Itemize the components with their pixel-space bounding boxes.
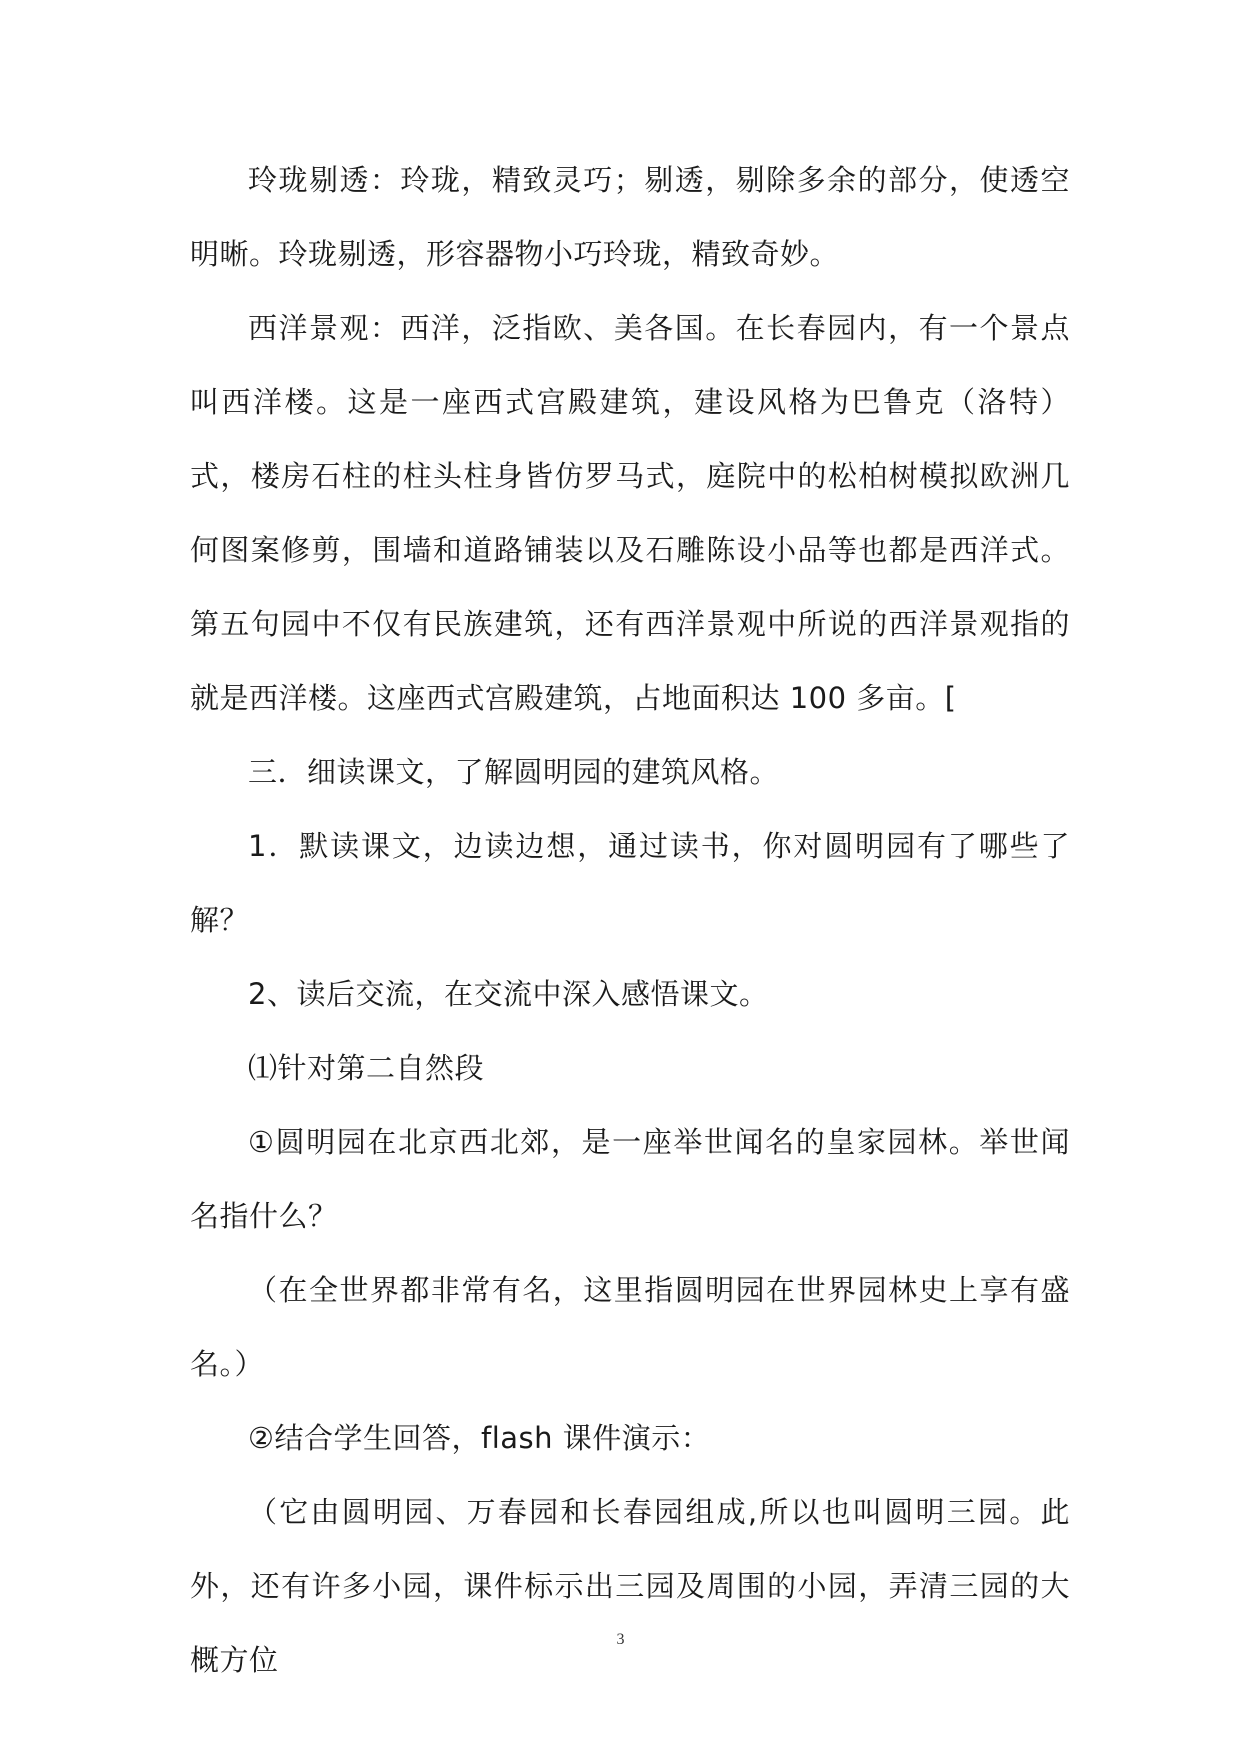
list-item-1: 1．默读课文，边读边想，通过读书，你对圆明园有了哪些了解？	[190, 829, 1070, 937]
answer-1: （在全世界都非常有名，这里指圆明园在世界园林史上享有盛名。）	[190, 1273, 1070, 1381]
paragraph-xiyang-jingguan: 西洋景观：西洋，泛指欧、美各国。在长春园内，有一个景点叫西洋楼。这是一座西式宫殿建筑，建设风格为巴鲁克（洛特）式，楼房石柱的柱头柱身皆仿罗马式，庭院中的松柏树模拟欧洲几何图案修剪，围墙和道路铺装以及石雕陈设小品等也都是西洋式。第五句园中不仅有民族建筑，还有西洋景观中所说的西洋景观指的就是西洋楼。这座西式宫殿建筑，占地面积达 100 多亩。[	[190, 311, 1070, 715]
body-text	[190, 143, 1070, 1697]
paragraph-linglong: 玲珑剔透：玲珑，精致灵巧；剔透，剔除多余的部分，使透空明晰。玲珑剔透，形容器物小巧玲珑，精致奇妙。	[190, 163, 1070, 271]
answer-2: （它由圆明园、万春园和长春园组成,所以也叫圆明三园。此外，还有许多小园，课件标示出三园及周围的小园，弄清三园的大概方位	[190, 1495, 1070, 1677]
section-heading-3: 三．细读课文，了解圆明园的建筑风格。	[248, 755, 780, 789]
page-number: 3	[616, 1631, 625, 1648]
point-1: ①圆明园在北京西北郊，是一座举世闻名的皇家园林。举世闻名指什么？	[190, 1125, 1070, 1233]
sub-item-1: ⑴针对第二自然段	[248, 1051, 485, 1085]
list-item-2: 2、读后交流，在交流中深入感悟课文。	[248, 977, 769, 1011]
point-2: ②结合学生回答，flash 课件演示：	[248, 1421, 711, 1455]
